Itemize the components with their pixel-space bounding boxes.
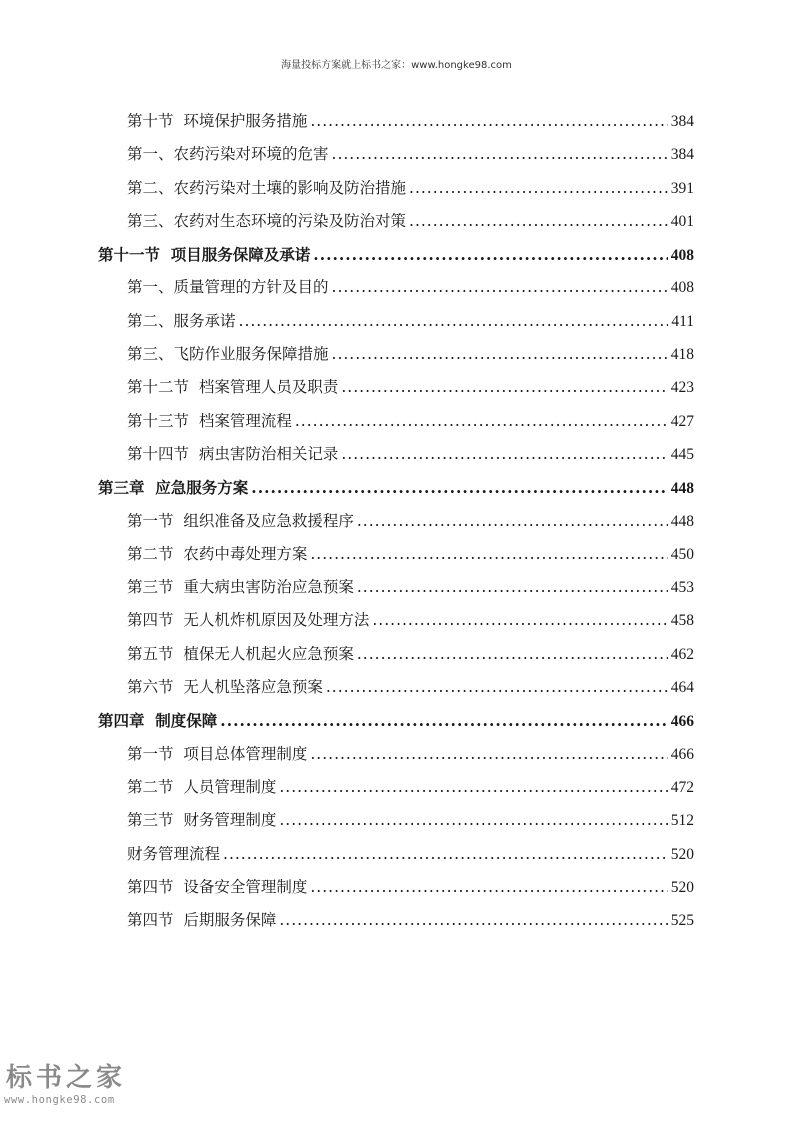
- toc-entry[interactable]: [98, 538, 694, 571]
- toc-entry[interactable]: [98, 371, 694, 404]
- toc-dot-leader: [310, 538, 667, 571]
- toc-dot-leader: [332, 138, 668, 171]
- toc-dot-leader: [279, 904, 667, 937]
- toc-entry-title: 第十四节 病虫害防治相关记录: [127, 444, 339, 463]
- toc-dot-leader: [223, 838, 668, 871]
- toc-dot-leader: [372, 604, 667, 637]
- toc-entry-page-number: 391: [670, 179, 694, 197]
- toc-dot-leader: [310, 105, 667, 138]
- toc-entry[interactable]: [98, 704, 694, 737]
- toc-entry-title: 第三章 应急服务方案: [98, 478, 249, 498]
- toc-entry[interactable]: [98, 638, 694, 671]
- toc-dot-leader: [341, 371, 667, 404]
- toc-entry[interactable]: [98, 571, 694, 604]
- toc-entry-title: 第三节 重大病虫害防治应急预案: [127, 578, 354, 597]
- toc-entry-page-number: 427: [670, 412, 694, 430]
- toc-dot-leader: [220, 704, 667, 737]
- toc-entry-page-number: 453: [670, 579, 694, 597]
- toc-entry[interactable]: [98, 105, 694, 138]
- toc-dot-leader: [310, 871, 667, 904]
- watermark-url: www.hongke98.com: [4, 1094, 115, 1106]
- toc-entry-page-number: 408: [670, 247, 694, 265]
- toc-entry[interactable]: [98, 471, 694, 504]
- toc-entry-title: 第二节 人员管理制度: [127, 777, 277, 796]
- toc-entry-title: 第一节 组织准备及应急救援程序: [127, 511, 354, 530]
- toc-dot-leader: [251, 471, 667, 504]
- toc-entry-page-number: 418: [670, 346, 694, 364]
- table-of-contents: [98, 105, 694, 937]
- toc-entry-page-number: 384: [670, 146, 694, 164]
- toc-entry-page-number: 408: [670, 279, 694, 297]
- toc-entry-title: 第二节 农药中毒处理方案: [127, 544, 308, 563]
- toc-entry[interactable]: [98, 738, 694, 771]
- toc-entry-title: 第六节 无人机坠落应急预案: [127, 678, 323, 697]
- toc-entry-page-number: 384: [670, 113, 694, 130]
- toc-entry-page-number: 525: [670, 912, 694, 930]
- toc-dot-leader: [357, 505, 668, 538]
- toc-dot-leader: [332, 338, 668, 371]
- toc-entry[interactable]: [98, 138, 694, 171]
- toc-entry-title: 第四章 制度保障: [98, 711, 218, 731]
- toc-entry-page-number: 472: [670, 778, 694, 796]
- toc-dot-leader: [326, 671, 668, 704]
- toc-entry-title: 第三、飞防作业服务保障措施: [127, 345, 329, 364]
- watermark-logo: 标书之家: [6, 1063, 127, 1093]
- toc-entry[interactable]: [98, 871, 694, 904]
- toc-dot-leader: [357, 571, 668, 604]
- toc-entry[interactable]: [98, 305, 694, 338]
- toc-entry-page-number: 448: [670, 480, 694, 498]
- toc-entry[interactable]: [98, 505, 694, 538]
- toc-entry-page-number: 458: [670, 612, 694, 630]
- toc-entry-page-number: 512: [670, 812, 694, 830]
- toc-entry-page-number: 466: [670, 713, 694, 731]
- toc-dot-leader: [341, 438, 667, 471]
- toc-dot-leader: [332, 271, 668, 304]
- toc-dot-leader: [295, 405, 668, 438]
- toc-entry-title: 第一节 项目总体管理制度: [127, 744, 308, 763]
- toc-entry-page-number: 464: [670, 679, 694, 697]
- toc-dot-leader: [239, 305, 669, 338]
- toc-entry-page-number: 423: [670, 379, 694, 397]
- toc-entry[interactable]: [98, 271, 694, 304]
- watermark: [4, 1064, 164, 1106]
- toc-entry-title: 第一、农药污染对环境的危害: [127, 145, 329, 164]
- toc-entry-title: 第五节 植保无人机起火应急预案: [127, 644, 354, 663]
- toc-dot-leader: [409, 205, 668, 238]
- toc-entry-page-number: 448: [670, 512, 694, 530]
- toc-entry-title: 第十二节 档案管理人员及职责: [127, 378, 339, 397]
- toc-entry-title: 第四节 设备安全管理制度: [127, 877, 308, 896]
- toc-entry-page-number: 450: [670, 545, 694, 563]
- toc-entry[interactable]: [98, 172, 694, 205]
- toc-entry-title: 财务管理流程: [127, 844, 221, 863]
- toc-dot-leader: [279, 804, 667, 837]
- toc-entry-title: 第三节 财务管理制度: [127, 811, 277, 830]
- toc-entry[interactable]: [98, 205, 694, 238]
- toc-entry-title: 第四节 无人机炸机原因及处理方法: [127, 611, 370, 630]
- toc-entry-page-number: 401: [670, 212, 694, 230]
- toc-dot-leader: [313, 238, 667, 271]
- toc-entry-title: 第一、质量管理的方针及目的: [127, 278, 329, 297]
- toc-entry[interactable]: [98, 604, 694, 637]
- toc-entry[interactable]: [98, 238, 694, 271]
- toc-entry[interactable]: [98, 804, 694, 837]
- toc-entry[interactable]: [98, 338, 694, 371]
- toc-entry-page-number: 520: [670, 845, 694, 863]
- toc-entry[interactable]: [98, 671, 694, 704]
- toc-entry[interactable]: [98, 838, 694, 871]
- toc-entry-title: 第三、农药对生态环境的污染及防治对策: [127, 211, 407, 230]
- toc-entry-page-number: 411: [671, 312, 694, 330]
- toc-entry-title: 第十一节 项目服务保障及承诺: [98, 245, 311, 265]
- toc-entry-title: 第四节 后期服务保障: [127, 911, 277, 930]
- toc-entry[interactable]: [98, 904, 694, 937]
- toc-entry-title: 第十节 环境保护服务措施: [127, 112, 308, 130]
- toc-dot-leader: [310, 738, 667, 771]
- toc-entry[interactable]: [98, 438, 694, 471]
- toc-entry-title: 第十三节 档案管理流程: [127, 411, 292, 430]
- page-header: 海量投标方案就上标书之家：www.hongke98.com: [281, 60, 512, 71]
- toc-dot-leader: [279, 771, 667, 804]
- toc-entry-page-number: 462: [670, 645, 694, 663]
- toc-entry[interactable]: [98, 405, 694, 438]
- toc-entry-page-number: 520: [670, 878, 694, 896]
- toc-entry-page-number: 466: [670, 745, 694, 763]
- toc-entry-title: 第二、服务承诺: [127, 311, 236, 330]
- toc-entry[interactable]: [98, 771, 694, 804]
- toc-dot-leader: [409, 172, 668, 205]
- toc-entry-title: 第二、农药污染对土壤的影响及防治措施: [127, 178, 407, 197]
- toc-dot-leader: [357, 638, 668, 671]
- toc-entry-page-number: 445: [670, 445, 694, 463]
